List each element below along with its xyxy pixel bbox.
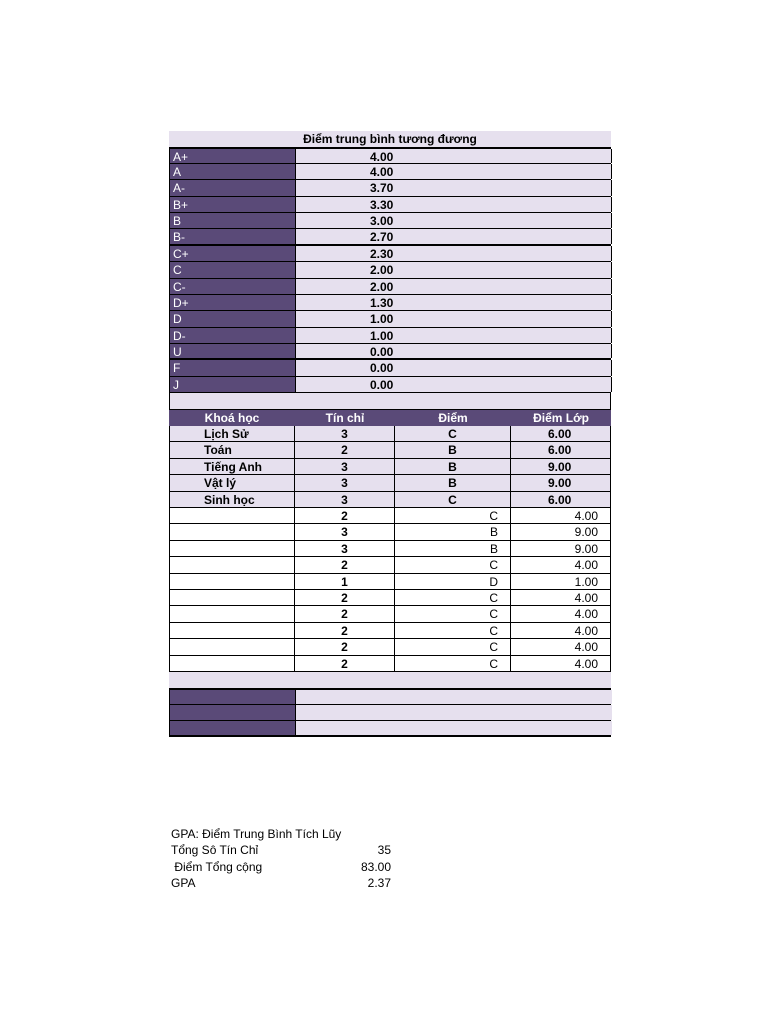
grade-letter: A [170, 164, 296, 179]
blank-row [169, 393, 611, 409]
calc-class-points: 4.00 [511, 508, 611, 524]
course-class-points: 6.00 [511, 426, 611, 442]
grade-row [169, 229, 611, 245]
calc-grade: B [395, 541, 511, 557]
gpa-value: 2.37 [367, 876, 391, 891]
grade-letter: D+ [170, 295, 296, 310]
grade-letter: U [170, 344, 296, 358]
grade-row [169, 246, 611, 262]
summary-gpa-row [171, 875, 411, 891]
calc-course-cell [169, 623, 295, 639]
grade-value: 1.00 [296, 311, 612, 326]
calc-course-cell [169, 590, 295, 606]
grade-row [169, 262, 611, 278]
calc-credits: 2 [295, 590, 395, 606]
calc-course-cell [169, 557, 295, 573]
calc-class-points: 9.00 [511, 541, 611, 557]
grade-letter: B [170, 213, 296, 228]
grade-value: 3.30 [296, 197, 612, 212]
calc-credits: 2 [295, 557, 395, 573]
calc-class-points: 4.00 [511, 656, 611, 672]
grade-letter: C [170, 262, 296, 277]
course-name: Sinh học [169, 492, 295, 508]
courses-extra-table [169, 508, 611, 672]
footer-value-cell [296, 721, 612, 735]
grade-value: 2.70 [296, 229, 612, 243]
grade-letter: C+ [170, 246, 296, 261]
spacer-row [169, 672, 611, 688]
calc-class-points: 4.00 [511, 590, 611, 606]
grade-value: 2.00 [296, 279, 612, 294]
header-grade: Điểm [395, 410, 511, 426]
grade-row [169, 279, 611, 295]
course-row [169, 426, 611, 442]
header-class-points: Điểm Lớp [511, 410, 611, 426]
gpa-label: GPA [171, 876, 196, 891]
course-class-points: 6.00 [511, 442, 611, 458]
calc-course-cell [169, 524, 295, 540]
calc-grade: C [395, 557, 511, 573]
footer-value-cell [296, 690, 612, 703]
grade-row [169, 344, 611, 360]
calc-credits: 3 [295, 541, 395, 557]
calc-credits: 2 [295, 623, 395, 639]
gpa-summary [171, 826, 411, 892]
course-credits: 3 [295, 492, 395, 508]
grade-row [169, 147, 611, 163]
grade-value: 3.70 [296, 180, 612, 195]
summary-heading-row [171, 826, 411, 842]
grade-row [169, 360, 611, 376]
calc-row [169, 623, 611, 639]
calc-credits: 3 [295, 524, 395, 540]
calc-class-points: 4.00 [511, 606, 611, 622]
grade-letter: A+ [170, 149, 296, 162]
total-credits-value: 35 [377, 843, 391, 858]
course-name: Tiếng Anh [169, 459, 295, 475]
calc-grade: C [395, 606, 511, 622]
footer-row [169, 688, 611, 704]
calc-course-cell [169, 508, 295, 524]
equivalents-title-row [169, 131, 611, 147]
calc-class-points: 4.00 [511, 557, 611, 573]
calc-course-cell [169, 541, 295, 557]
grade-row [169, 180, 611, 196]
header-course: Khoá học [169, 410, 295, 426]
grade-row [169, 377, 611, 393]
courses-table [169, 426, 611, 508]
grade-value: 1.00 [296, 328, 612, 343]
calc-credits: 1 [295, 574, 395, 590]
calc-grade: C [395, 508, 511, 524]
grade-letter: B+ [170, 197, 296, 212]
calc-row [169, 574, 611, 590]
footer-label-cell [170, 721, 296, 735]
calc-row [169, 508, 611, 524]
calc-row [169, 606, 611, 622]
total-points-label: Điểm Tổng cộng [171, 859, 263, 874]
course-class-points: 9.00 [511, 459, 611, 475]
grade-row [169, 295, 611, 311]
course-name: Toán [169, 442, 295, 458]
grade-letter: C- [170, 279, 296, 294]
footer-value-cell [296, 705, 612, 720]
grade-value: 3.00 [296, 213, 612, 228]
calc-row [169, 524, 611, 540]
grade-value: 1.30 [296, 295, 612, 310]
course-grade: B [395, 459, 511, 475]
grade-letter: F [170, 360, 296, 375]
footer-row [169, 705, 611, 721]
total-credits-label: Tổng Sô Tín Chỉ [171, 843, 259, 858]
course-row [169, 442, 611, 458]
calc-course-cell [169, 639, 295, 655]
calc-credits: 2 [295, 606, 395, 622]
calc-credits: 2 [295, 656, 395, 672]
grade-row [169, 328, 611, 344]
calc-grade: C [395, 623, 511, 639]
calc-row [169, 656, 611, 672]
calc-grade: C [395, 656, 511, 672]
grade-value: 4.00 [296, 149, 612, 162]
grade-value: 2.30 [296, 246, 612, 261]
calc-class-points: 4.00 [511, 623, 611, 639]
calc-course-cell [169, 656, 295, 672]
calc-row [169, 590, 611, 606]
courses-header-row [169, 410, 611, 426]
grade-row [169, 164, 611, 180]
course-row [169, 492, 611, 508]
grade-equivalents-table [169, 147, 611, 393]
calc-class-points: 4.00 [511, 639, 611, 655]
summary-heading: GPA: Điểm Trung Bình Tích Lũy [171, 827, 342, 841]
grade-row [169, 213, 611, 229]
grade-value: 0.00 [296, 360, 612, 375]
course-grade: B [395, 442, 511, 458]
course-credits: 2 [295, 442, 395, 458]
course-grade: B [395, 475, 511, 491]
header-credits: Tín chỉ [295, 410, 395, 426]
grade-value: 0.00 [296, 344, 612, 358]
calc-class-points: 9.00 [511, 524, 611, 540]
course-class-points: 9.00 [511, 475, 611, 491]
course-grade: C [395, 426, 511, 442]
grade-letter: B- [170, 229, 296, 243]
calc-row [169, 639, 611, 655]
course-name: Vật lý [169, 475, 295, 491]
calc-course-cell [169, 574, 295, 590]
course-name: Lịch Sử [169, 426, 295, 442]
course-row [169, 459, 611, 475]
calc-row [169, 557, 611, 573]
footer-row [169, 721, 611, 737]
calc-credits: 2 [295, 508, 395, 524]
calc-grade: B [395, 524, 511, 540]
summary-points-row [171, 859, 411, 875]
summary-credits-row [171, 842, 411, 858]
calc-course-cell [169, 606, 295, 622]
footer-label-cell [170, 690, 296, 703]
calc-grade: D [395, 574, 511, 590]
grade-letter: J [170, 377, 296, 392]
course-credits: 3 [295, 475, 395, 491]
grade-value: 2.00 [296, 262, 612, 277]
gpa-sheet [169, 131, 611, 737]
course-row [169, 475, 611, 491]
course-credits: 3 [295, 426, 395, 442]
calc-class-points: 1.00 [511, 574, 611, 590]
calc-grade: C [395, 590, 511, 606]
grade-row [169, 311, 611, 327]
footer-label-cell [170, 705, 296, 720]
equivalents-title: Điểm trung bình tương đương [303, 132, 477, 146]
calc-credits: 2 [295, 639, 395, 655]
grade-value: 0.00 [296, 377, 612, 392]
grade-value: 4.00 [296, 164, 612, 179]
calc-row [169, 541, 611, 557]
calc-grade: C [395, 639, 511, 655]
course-grade: C [395, 492, 511, 508]
grade-letter: D- [170, 328, 296, 343]
grade-row [169, 197, 611, 213]
grade-letter: D [170, 311, 296, 326]
total-points-value: 83.00 [360, 859, 391, 874]
grade-letter: A- [170, 180, 296, 195]
course-credits: 3 [295, 459, 395, 475]
course-class-points: 6.00 [511, 492, 611, 508]
